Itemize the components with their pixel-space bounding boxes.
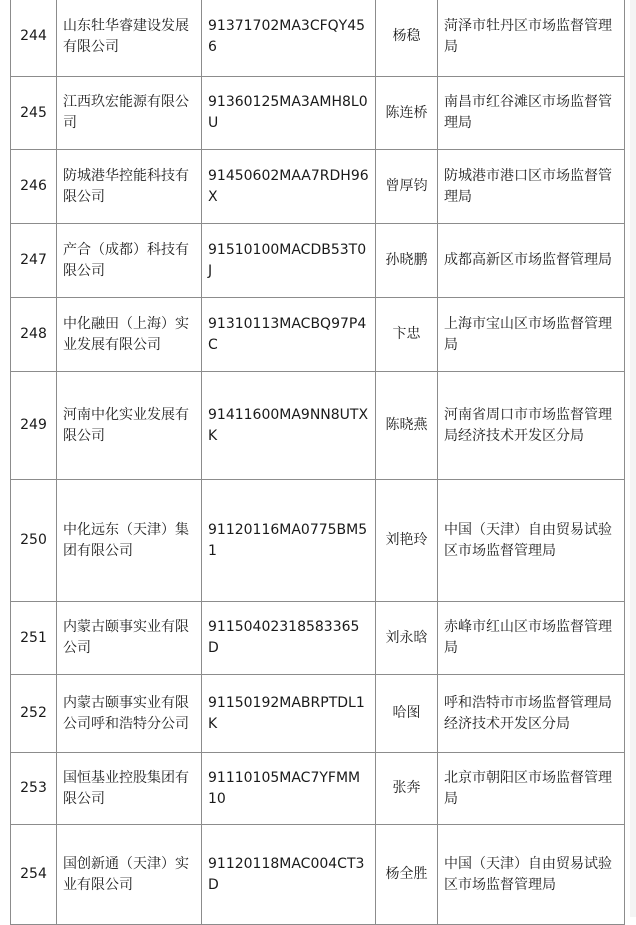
table-row [11, 298, 625, 372]
registration-authority: 防城港市港口区市场监督管理局 [438, 150, 625, 224]
credit-code: 91371702MA3CFQY456 [202, 0, 376, 77]
company-name: 产合（成都）科技有限公司 [57, 224, 202, 298]
table-row [11, 602, 625, 675]
credit-code: 91310113MACBQ97P4C [202, 298, 376, 372]
row-index: 249 [11, 372, 57, 480]
registration-authority: 上海市宝山区市场监督管理局 [438, 298, 625, 372]
table-row [11, 150, 625, 224]
row-index: 248 [11, 298, 57, 372]
credit-code: 91120118MAC004CT3D [202, 825, 376, 925]
company-name: 江西玖宏能源有限公司 [57, 77, 202, 150]
legal-representative: 陈晓燕 [376, 372, 438, 480]
row-index: 254 [11, 825, 57, 925]
row-index: 245 [11, 77, 57, 150]
registration-authority: 赤峰市红山区市场监督管理局 [438, 602, 625, 675]
legal-representative: 陈连桥 [376, 77, 438, 150]
table-row [11, 224, 625, 298]
company-name: 内蒙古颐事实业有限公司 [57, 602, 202, 675]
registration-authority: 成都高新区市场监督管理局 [438, 224, 625, 298]
company-name: 山东牡华睿建设发展有限公司 [57, 0, 202, 77]
legal-representative: 孙晓鹏 [376, 224, 438, 298]
legal-representative: 曾厚钧 [376, 150, 438, 224]
registration-authority: 中国（天津）自由贸易试验区市场监督管理局 [438, 480, 625, 602]
company-registry-table [10, 0, 625, 925]
credit-code: 91411600MA9NN8UTXK [202, 372, 376, 480]
row-index: 244 [11, 0, 57, 77]
row-index: 247 [11, 224, 57, 298]
registration-authority: 菏泽市牡丹区市场监督管理局 [438, 0, 625, 77]
company-name: 河南中化实业发展有限公司 [57, 372, 202, 480]
registration-authority: 中国（天津）自由贸易试验区市场监督管理局 [438, 825, 625, 925]
company-name: 中化远东（天津）集团有限公司 [57, 480, 202, 602]
legal-representative: 张奔 [376, 753, 438, 825]
table-row [11, 675, 625, 753]
company-name: 防城港华控能科技有限公司 [57, 150, 202, 224]
credit-code: 91450602MAA7RDH96X [202, 150, 376, 224]
credit-code: 91110105MAC7YFMM10 [202, 753, 376, 825]
company-name: 内蒙古颐事实业有限公司呼和浩特分公司 [57, 675, 202, 753]
legal-representative: 杨稳 [376, 0, 438, 77]
registration-authority: 南昌市红谷滩区市场监督管理局 [438, 77, 625, 150]
table-row [11, 77, 625, 150]
legal-representative: 刘永晗 [376, 602, 438, 675]
legal-representative: 杨全胜 [376, 825, 438, 925]
credit-code: 91150192MABRPTDL1K [202, 675, 376, 753]
company-name: 国恒基业控股集团有限公司 [57, 753, 202, 825]
credit-code: 91360125MA3AMH8L0U [202, 77, 376, 150]
credit-code: 91120116MA0775BM51 [202, 480, 376, 602]
company-name: 国创新通（天津）实业有限公司 [57, 825, 202, 925]
registration-authority: 北京市朝阳区市场监督管理局 [438, 753, 625, 825]
legal-representative: 刘艳玲 [376, 480, 438, 602]
table-row [11, 825, 625, 925]
credit-code: 91150402318583365D [202, 602, 376, 675]
row-index: 253 [11, 753, 57, 825]
row-index: 250 [11, 480, 57, 602]
registration-authority: 呼和浩特市市场监督管理局经济技术开发区分局 [438, 675, 625, 753]
table-row [11, 480, 625, 602]
legal-representative: 哈图 [376, 675, 438, 753]
legal-representative: 卞忠 [376, 298, 438, 372]
row-index: 251 [11, 602, 57, 675]
credit-code: 91510100MACDB53T0J [202, 224, 376, 298]
company-name: 中化融田（上海）实业发展有限公司 [57, 298, 202, 372]
table-row [11, 372, 625, 480]
table-row [11, 0, 625, 77]
row-index: 246 [11, 150, 57, 224]
table-row [11, 753, 625, 825]
page-edge-shadow [630, 0, 636, 917]
row-index: 252 [11, 675, 57, 753]
registration-authority: 河南省周口市市场监督管理局经济技术开发区分局 [438, 372, 625, 480]
